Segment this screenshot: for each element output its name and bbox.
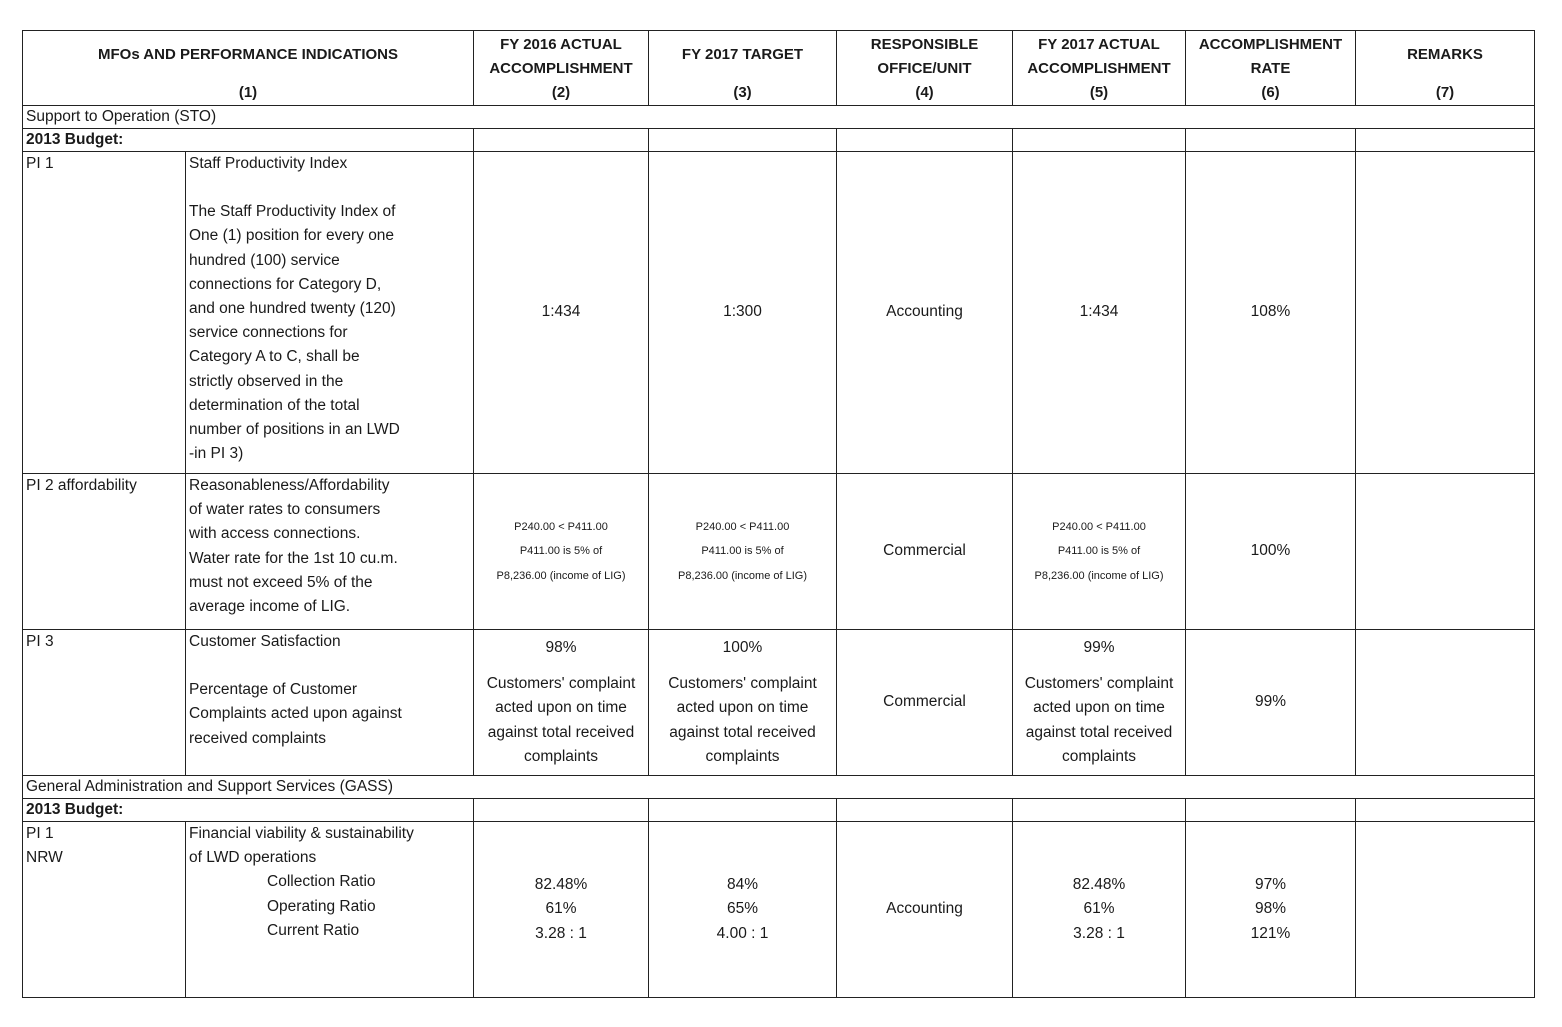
indicator-cell: Reasonableness/Affordability of water rates to consumers with access connections. Water rate for the 1st 10 cu.m. must not exceed 5% of the average income of LIG. <box>186 474 474 630</box>
pi-label: PI 1 <box>23 152 186 474</box>
fy2016-value: P240.00 < P411.00 P411.00 is 5% of P8,236.00 (income of LIG) <box>474 474 649 630</box>
fy2017-value: 82.48% 61% 3.28 : 1 <box>1013 822 1186 998</box>
pi-label: PI 2 affordability <box>23 474 186 630</box>
remarks-value <box>1356 822 1535 998</box>
ratio-label: Operating Ratio <box>267 897 376 915</box>
fy2016-value: 1:434 <box>474 152 649 474</box>
indicator-cell: Staff Productivity Index The Staff Productivity Index of One (1) position for every one hundred (100) service connections for Category D, and one hundred twenty (120) service connections for Category A to C, shall be strictly observed in the determination of the total number of positions in an LWD -in PI 3) <box>186 152 474 474</box>
table-row <box>23 474 1535 630</box>
header-fy2017-actual: FY 2017 ACTUAL ACCOMPLISHMENT (5) <box>1013 31 1186 106</box>
header-mfos: MFOs AND PERFORMANCE INDICATIONS (1) <box>23 31 474 106</box>
rate-value: 108% <box>1186 152 1356 474</box>
budget-row <box>23 799 1535 822</box>
budget-label: 2013 Budget: <box>23 129 474 152</box>
indicator-cell: Financial viability & sustainability of LWD operations Collection Ratio Operating Ratio Current Ratio <box>186 822 474 998</box>
fy2017-value: 1:434 <box>1013 152 1186 474</box>
office-value: Commercial <box>837 630 1013 776</box>
budget-row <box>23 129 1535 152</box>
header-fy2016: FY 2016 ACTUAL ACCOMPLISHMENT (2) <box>474 31 649 106</box>
target-value: 100% Customers' complaint acted upon on time against total received complaints <box>649 630 837 776</box>
header-responsible-office: RESPONSIBLE OFFICE/UNIT (4) <box>837 31 1013 106</box>
ratio-label: Collection Ratio <box>267 873 376 891</box>
remarks-value <box>1356 152 1535 474</box>
fy2016-value: 82.48% 61% 3.28 : 1 <box>474 822 649 998</box>
pi-label: PI 1 NRW <box>23 822 186 998</box>
header-row <box>23 31 1535 106</box>
table-row <box>23 630 1535 776</box>
rate-value: 97% 98% 121% <box>1186 822 1356 998</box>
indicator-title: Staff Productivity Index <box>189 155 348 172</box>
target-value: 1:300 <box>649 152 837 474</box>
remarks-value <box>1356 474 1535 630</box>
table-row <box>23 822 1535 998</box>
target-value: P240.00 < P411.00 P411.00 is 5% of P8,236.00 (income of LIG) <box>649 474 837 630</box>
section-title: Support to Operation (STO) <box>23 106 1535 129</box>
fy2017-value: 99% Customers' complaint acted upon on time against total received complaints <box>1013 630 1186 776</box>
header-remarks: REMARKS (7) <box>1356 31 1535 106</box>
target-value: 84% 65% 4.00 : 1 <box>649 822 837 998</box>
office-value: Commercial <box>837 474 1013 630</box>
section-row-sto <box>23 106 1535 129</box>
rate-value: 99% <box>1186 630 1356 776</box>
performance-table <box>22 30 1535 998</box>
pi-label: PI 3 <box>23 630 186 776</box>
rate-value: 100% <box>1186 474 1356 630</box>
header-fy2017-target: FY 2017 TARGET (3) <box>649 31 837 106</box>
indicator-title: Customer Satisfaction <box>189 633 341 650</box>
section-row-gass <box>23 776 1535 799</box>
office-value: Accounting <box>837 822 1013 998</box>
header-accomplishment-rate: ACCOMPLISHMENT RATE (6) <box>1186 31 1356 106</box>
section-title: General Administration and Support Services (GASS) <box>23 776 1535 799</box>
remarks-value <box>1356 630 1535 776</box>
fy2017-value: P240.00 < P411.00 P411.00 is 5% of P8,236.00 (income of LIG) <box>1013 474 1186 630</box>
table-row <box>23 152 1535 474</box>
ratio-label: Current Ratio <box>267 921 360 939</box>
office-value: Accounting <box>837 152 1013 474</box>
budget-label: 2013 Budget: <box>23 799 474 822</box>
fy2016-value: 98% Customers' complaint acted upon on time against total received complaints <box>474 630 649 776</box>
indicator-cell: Customer Satisfaction Percentage of Customer Complaints acted upon against received complaints <box>186 630 474 776</box>
